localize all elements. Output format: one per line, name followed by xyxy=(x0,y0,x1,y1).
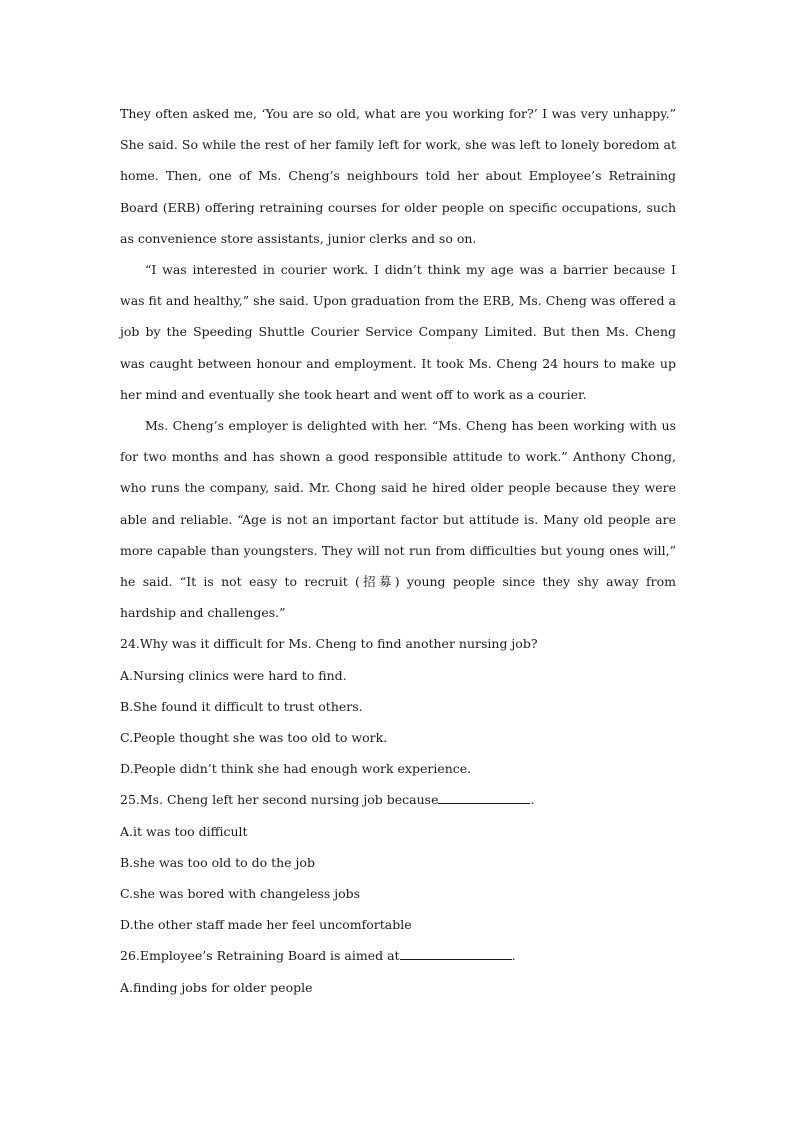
question-24-option-d: D.People didn’t think she had enough work experience. xyxy=(120,761,472,777)
question-26-option-a: A.finding jobs for older people xyxy=(120,979,313,995)
question-25-option-b: B.she was too old to do the job xyxy=(120,854,315,870)
question-25-stem-line xyxy=(120,784,676,815)
question-24-option-a: A.Nursing clinics were hard to find. xyxy=(120,667,347,683)
question-25-option-c: C.she was bored with changeless jobs xyxy=(120,886,361,902)
answer-blank xyxy=(438,791,530,804)
question-24-option-b: B.She found it difficult to trust others. xyxy=(120,698,363,714)
question-26-stem-line xyxy=(120,940,676,971)
passage-paragraph-3: Ms. Cheng’s employer is delighted with her. “Ms. Cheng has been working with us for two months and has shown a good responsible attitude to work.” Anthony Chong, who runs the company, said. Mr. Chong said he hired older people because they were able and reliable. “Age is not an important factor but attitude is. Many old people are more capable than youngsters. They will not run from difficulties but young ones will,” he said. “It is not easy to recruit (招募) young people since they shy away from hardship and challenges.” xyxy=(120,418,676,621)
question-26 xyxy=(120,940,676,1002)
question-25 xyxy=(120,784,676,940)
passage-paragraph-2: “I was interested in courier work. I didn’t think my age was a barrier because I was fit and healthy,” she said. Upon graduation from the ERB, Ms. Cheng was offered a job by the Speeding Shuttle Courier Service Company Limited. But then Ms. Cheng was caught between honour and employment. It took Ms. Cheng 24 hours to make up her mind and eventually she took heart and went off to work as a courier. xyxy=(120,262,676,402)
question-24-option-c: C.People thought she was too old to work. xyxy=(120,730,388,746)
question-24-stem: 24.Why was it difficult for Ms. Cheng to find another nursing job? xyxy=(120,636,538,652)
question-26-stem: 26.Employee’s Retraining Board is aimed at xyxy=(120,948,400,964)
question-26-end: . xyxy=(511,948,516,964)
passage-paragraph-1: They often asked me, ‘You are so old, what are you working for?’ I was very unhappy.” She said. So while the rest of her family left for work, she was left to lonely boredom at home. Then, one of Ms. Cheng’s neighbours told her about Employee’s Retraining Board (ERB) offering retraining courses for older people on specific occupations, such as convenience store assistants, junior clerks and so on. xyxy=(120,106,676,246)
question-25-stem: 25.Ms. Cheng left her second nursing job because xyxy=(120,792,439,808)
question-25-option-a: A.it was too difficult xyxy=(120,823,248,839)
question-25-option-d: D.the other staff made her feel uncomfortable xyxy=(120,917,412,933)
question-25-end: . xyxy=(530,792,535,808)
question-24 xyxy=(120,628,676,784)
document-page xyxy=(120,98,676,1003)
answer-blank xyxy=(400,947,512,960)
